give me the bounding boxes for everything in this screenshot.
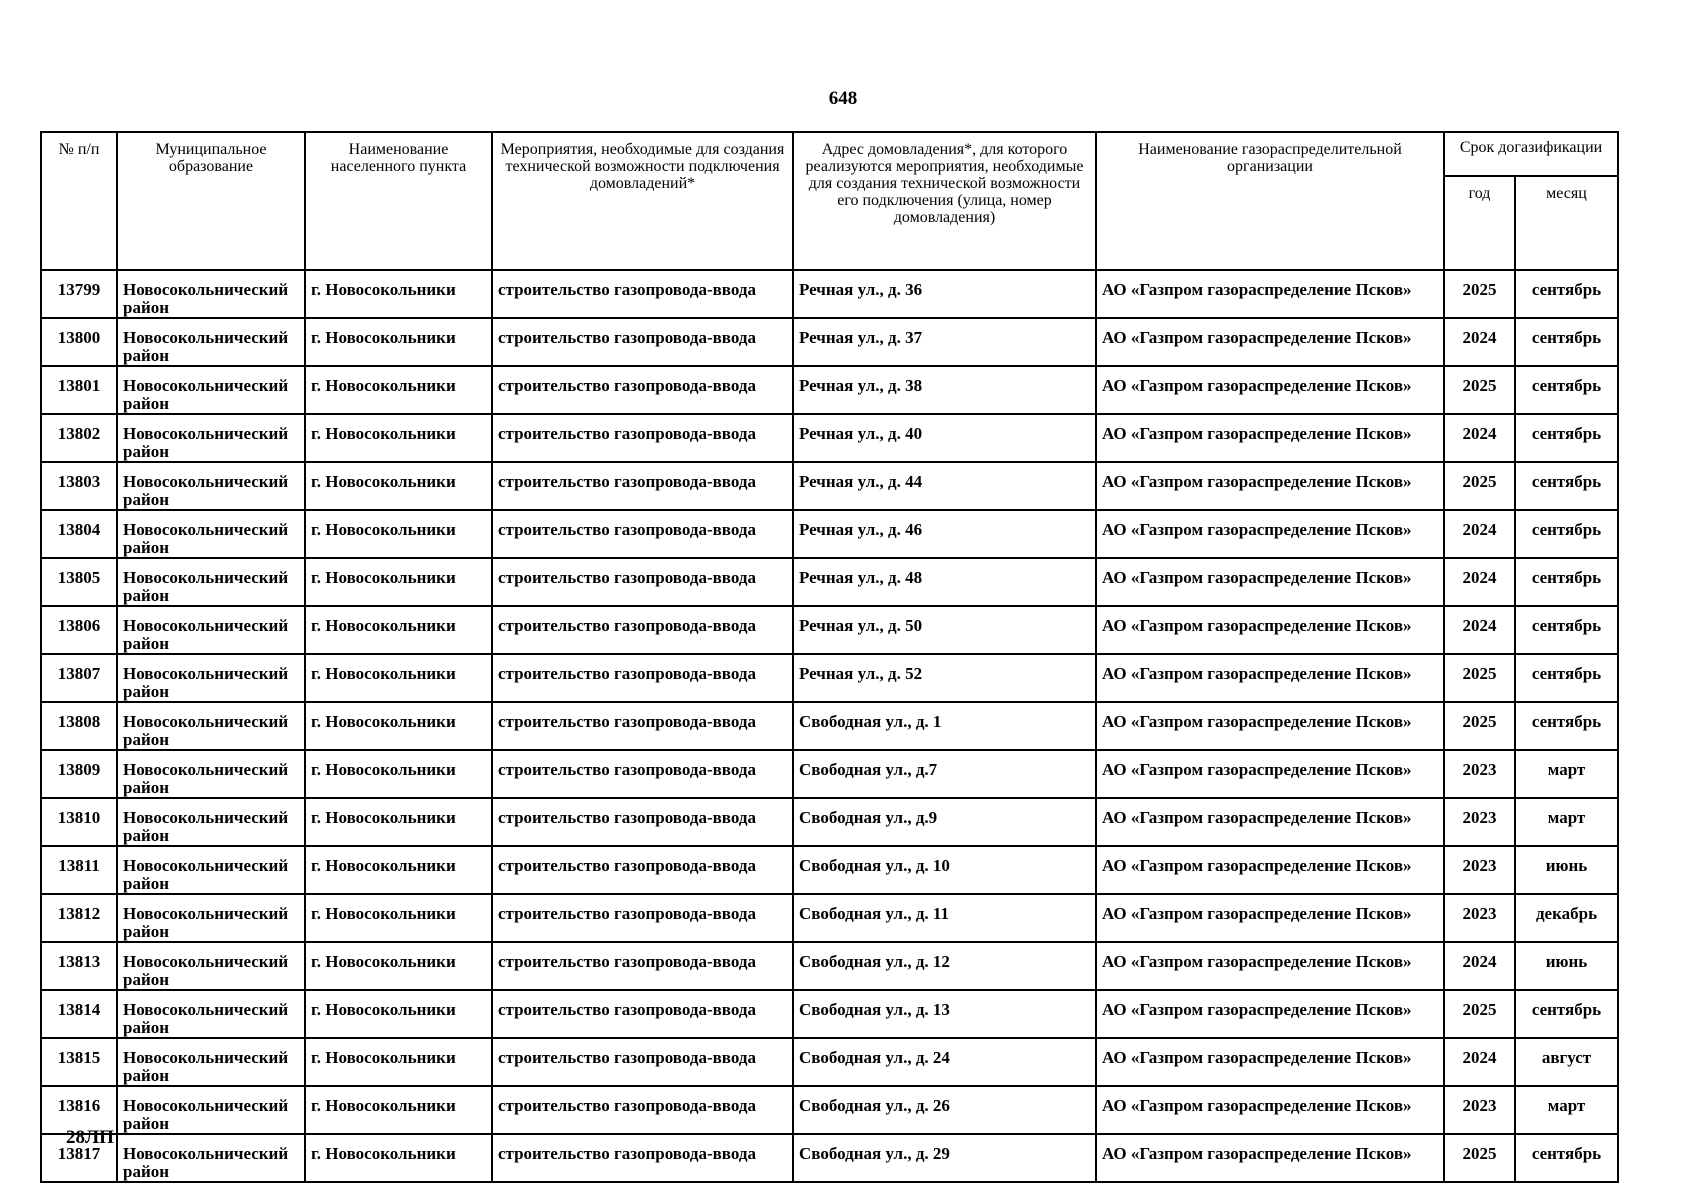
row-number: 13814 bbox=[41, 990, 117, 1038]
address-cell: Свободная ул., д. 13 bbox=[793, 990, 1096, 1038]
measure-cell: строительство газопровода-ввода bbox=[492, 846, 793, 894]
address-cell: Речная ул., д. 44 bbox=[793, 462, 1096, 510]
measure-cell: строительство газопровода-ввода bbox=[492, 606, 793, 654]
measure-cell: строительство газопровода-ввода bbox=[492, 318, 793, 366]
year-cell: 2025 bbox=[1444, 366, 1515, 414]
year-cell: 2023 bbox=[1444, 894, 1515, 942]
measure-cell: строительство газопровода-ввода bbox=[492, 510, 793, 558]
table-row bbox=[41, 846, 1618, 894]
year-cell: 2025 bbox=[1444, 990, 1515, 1038]
organization-cell: АО «Газпром газораспределение Псков» bbox=[1096, 366, 1444, 414]
settlement-cell: г. Новосокольники bbox=[305, 798, 492, 846]
table-row bbox=[41, 462, 1618, 510]
table-row bbox=[41, 1134, 1618, 1182]
address-cell: Речная ул., д. 50 bbox=[793, 606, 1096, 654]
settlement-cell: г. Новосокольники bbox=[305, 750, 492, 798]
measure-cell: строительство газопровода-ввода bbox=[492, 366, 793, 414]
table-row bbox=[41, 606, 1618, 654]
settlement-cell: г. Новосокольники bbox=[305, 318, 492, 366]
row-number: 13815 bbox=[41, 1038, 117, 1086]
address-cell: Речная ул., д. 46 bbox=[793, 510, 1096, 558]
col-header-address: Адрес домовладения*, для которого реализуются мероприятия, необходимые для создания технической возможности его подключения (улица, номер домовладения) bbox=[793, 132, 1096, 270]
measure-cell: строительство газопровода-ввода bbox=[492, 414, 793, 462]
page-number: 648 bbox=[828, 88, 858, 109]
organization-cell: АО «Газпром газораспределение Псков» bbox=[1096, 942, 1444, 990]
row-number: 13802 bbox=[41, 414, 117, 462]
address-cell: Речная ул., д. 36 bbox=[793, 270, 1096, 318]
settlement-cell: г. Новосокольники bbox=[305, 702, 492, 750]
year-cell: 2023 bbox=[1444, 1086, 1515, 1134]
address-cell: Свободная ул., д. 1 bbox=[793, 702, 1096, 750]
measure-cell: строительство газопровода-ввода bbox=[492, 462, 793, 510]
organization-cell: АО «Газпром газораспределение Псков» bbox=[1096, 702, 1444, 750]
row-number: 13808 bbox=[41, 702, 117, 750]
address-cell: Свободная ул., д. 29 bbox=[793, 1134, 1096, 1182]
settlement-cell: г. Новосокольники bbox=[305, 990, 492, 1038]
address-cell: Речная ул., д. 48 bbox=[793, 558, 1096, 606]
table-row bbox=[41, 1086, 1618, 1134]
address-cell: Свободная ул., д. 24 bbox=[793, 1038, 1096, 1086]
organization-cell: АО «Газпром газораспределение Псков» bbox=[1096, 1086, 1444, 1134]
municipality-cell: Новосокольнический район bbox=[117, 270, 305, 318]
municipality-cell: Новосокольнический район bbox=[117, 510, 305, 558]
row-number: 13813 bbox=[41, 942, 117, 990]
municipality-cell: Новосокольнический район bbox=[117, 1038, 305, 1086]
municipality-cell: Новосокольнический район bbox=[117, 990, 305, 1038]
municipality-cell: Новосокольнический район bbox=[117, 366, 305, 414]
address-cell: Свободная ул., д. 11 bbox=[793, 894, 1096, 942]
table-body bbox=[41, 270, 1618, 1182]
table-row bbox=[41, 942, 1618, 990]
municipality-cell: Новосокольнический район bbox=[117, 942, 305, 990]
organization-cell: АО «Газпром газораспределение Псков» bbox=[1096, 894, 1444, 942]
row-number: 13801 bbox=[41, 366, 117, 414]
measure-cell: строительство газопровода-ввода bbox=[492, 750, 793, 798]
year-cell: 2025 bbox=[1444, 270, 1515, 318]
municipality-cell: Новосокольнический район bbox=[117, 414, 305, 462]
month-cell: сентябрь bbox=[1515, 1134, 1618, 1182]
measure-cell: строительство газопровода-ввода bbox=[492, 942, 793, 990]
organization-cell: АО «Газпром газораспределение Псков» bbox=[1096, 270, 1444, 318]
row-number: 13799 bbox=[41, 270, 117, 318]
month-cell: сентябрь bbox=[1515, 414, 1618, 462]
row-number: 13807 bbox=[41, 654, 117, 702]
organization-cell: АО «Газпром газораспределение Псков» bbox=[1096, 1038, 1444, 1086]
settlement-cell: г. Новосокольники bbox=[305, 1038, 492, 1086]
row-number: 13804 bbox=[41, 510, 117, 558]
organization-cell: АО «Газпром газораспределение Псков» bbox=[1096, 1134, 1444, 1182]
address-cell: Свободная ул., д. 12 bbox=[793, 942, 1096, 990]
municipality-cell: Новосокольнический район bbox=[117, 462, 305, 510]
col-header-num: № п/п bbox=[41, 132, 117, 270]
month-cell: сентябрь bbox=[1515, 462, 1618, 510]
settlement-cell: г. Новосокольники bbox=[305, 654, 492, 702]
table-row bbox=[41, 990, 1618, 1038]
row-number: 13809 bbox=[41, 750, 117, 798]
year-cell: 2024 bbox=[1444, 414, 1515, 462]
year-cell: 2024 bbox=[1444, 510, 1515, 558]
measure-cell: строительство газопровода-ввода bbox=[492, 1086, 793, 1134]
header-row bbox=[41, 132, 1618, 176]
municipality-cell: Новосокольнический район bbox=[117, 846, 305, 894]
organization-cell: АО «Газпром газораспределение Псков» bbox=[1096, 558, 1444, 606]
settlement-cell: г. Новосокольники bbox=[305, 414, 492, 462]
table-row bbox=[41, 366, 1618, 414]
month-cell: сентябрь bbox=[1515, 702, 1618, 750]
measure-cell: строительство газопровода-ввода bbox=[492, 798, 793, 846]
municipality-cell: Новосокольнический район bbox=[117, 1086, 305, 1134]
municipality-cell: Новосокольнический район bbox=[117, 654, 305, 702]
organization-cell: АО «Газпром газораспределение Псков» bbox=[1096, 462, 1444, 510]
municipality-cell: Новосокольнический район bbox=[117, 558, 305, 606]
table-row bbox=[41, 558, 1618, 606]
month-cell: сентябрь bbox=[1515, 990, 1618, 1038]
table-row bbox=[41, 1038, 1618, 1086]
organization-cell: АО «Газпром газораспределение Псков» bbox=[1096, 846, 1444, 894]
col-header-deadline: Срок догазификации bbox=[1444, 132, 1618, 176]
col-header-org: Наименование газораспределительной организации bbox=[1096, 132, 1444, 270]
month-cell: август bbox=[1515, 1038, 1618, 1086]
address-cell: Речная ул., д. 52 bbox=[793, 654, 1096, 702]
month-cell: март bbox=[1515, 1086, 1618, 1134]
measure-cell: строительство газопровода-ввода bbox=[492, 654, 793, 702]
year-cell: 2025 bbox=[1444, 1134, 1515, 1182]
row-number: 13817 bbox=[41, 1134, 117, 1182]
settlement-cell: г. Новосокольники bbox=[305, 846, 492, 894]
municipality-cell: Новосокольнический район bbox=[117, 894, 305, 942]
month-cell: март bbox=[1515, 798, 1618, 846]
organization-cell: АО «Газпром газораспределение Псков» bbox=[1096, 750, 1444, 798]
municipality-cell: Новосокольнический район bbox=[117, 1134, 305, 1182]
organization-cell: АО «Газпром газораспределение Псков» bbox=[1096, 990, 1444, 1038]
settlement-cell: г. Новосокольники bbox=[305, 606, 492, 654]
row-number: 13816 bbox=[41, 1086, 117, 1134]
organization-cell: АО «Газпром газораспределение Псков» bbox=[1096, 654, 1444, 702]
year-cell: 2024 bbox=[1444, 606, 1515, 654]
measure-cell: строительство газопровода-ввода bbox=[492, 270, 793, 318]
address-cell: Речная ул., д. 38 bbox=[793, 366, 1096, 414]
year-cell: 2023 bbox=[1444, 846, 1515, 894]
year-cell: 2024 bbox=[1444, 318, 1515, 366]
settlement-cell: г. Новосокольники bbox=[305, 1086, 492, 1134]
municipality-cell: Новосокольнический район bbox=[117, 606, 305, 654]
row-number: 13806 bbox=[41, 606, 117, 654]
measure-cell: строительство газопровода-ввода bbox=[492, 990, 793, 1038]
address-cell: Свободная ул., д. 10 bbox=[793, 846, 1096, 894]
year-cell: 2025 bbox=[1444, 462, 1515, 510]
table-row bbox=[41, 750, 1618, 798]
measure-cell: строительство газопровода-ввода bbox=[492, 1038, 793, 1086]
organization-cell: АО «Газпром газораспределение Псков» bbox=[1096, 318, 1444, 366]
row-number: 13812 bbox=[41, 894, 117, 942]
row-number: 13811 bbox=[41, 846, 117, 894]
measure-cell: строительство газопровода-ввода bbox=[492, 894, 793, 942]
year-cell: 2025 bbox=[1444, 654, 1515, 702]
month-cell: сентябрь bbox=[1515, 558, 1618, 606]
year-cell: 2023 bbox=[1444, 798, 1515, 846]
settlement-cell: г. Новосокольники bbox=[305, 366, 492, 414]
address-cell: Свободная ул., д.7 bbox=[793, 750, 1096, 798]
month-cell: сентябрь bbox=[1515, 366, 1618, 414]
col-header-municipality: Муниципальное образование bbox=[117, 132, 305, 270]
measure-cell: строительство газопровода-ввода bbox=[492, 558, 793, 606]
table-row bbox=[41, 894, 1618, 942]
organization-cell: АО «Газпром газораспределение Псков» bbox=[1096, 510, 1444, 558]
row-number: 13803 bbox=[41, 462, 117, 510]
settlement-cell: г. Новосокольники bbox=[305, 510, 492, 558]
address-cell: Речная ул., д. 40 bbox=[793, 414, 1096, 462]
settlement-cell: г. Новосокольники bbox=[305, 1134, 492, 1182]
table-row bbox=[41, 414, 1618, 462]
municipality-cell: Новосокольнический район bbox=[117, 702, 305, 750]
address-cell: Свободная ул., д. 26 bbox=[793, 1086, 1096, 1134]
month-cell: июнь bbox=[1515, 846, 1618, 894]
gasification-table bbox=[40, 131, 1619, 1183]
month-cell: март bbox=[1515, 750, 1618, 798]
col-header-measures: Мероприятия, необходимые для создания технической возможности подключения домовладений* bbox=[492, 132, 793, 270]
month-cell: сентябрь bbox=[1515, 510, 1618, 558]
row-number: 13805 bbox=[41, 558, 117, 606]
table-row bbox=[41, 702, 1618, 750]
month-cell: сентябрь bbox=[1515, 606, 1618, 654]
row-number: 13810 bbox=[41, 798, 117, 846]
month-cell: сентябрь bbox=[1515, 318, 1618, 366]
table-row bbox=[41, 654, 1618, 702]
year-cell: 2024 bbox=[1444, 558, 1515, 606]
year-cell: 2023 bbox=[1444, 750, 1515, 798]
month-cell: июнь bbox=[1515, 942, 1618, 990]
col-header-year: год bbox=[1444, 176, 1515, 270]
settlement-cell: г. Новосокольники bbox=[305, 270, 492, 318]
table-header bbox=[41, 132, 1618, 270]
year-cell: 2024 bbox=[1444, 1038, 1515, 1086]
municipality-cell: Новосокольнический район bbox=[117, 798, 305, 846]
settlement-cell: г. Новосокольники bbox=[305, 942, 492, 990]
month-cell: сентябрь bbox=[1515, 270, 1618, 318]
settlement-cell: г. Новосокольники bbox=[305, 558, 492, 606]
address-cell: Речная ул., д. 37 bbox=[793, 318, 1096, 366]
row-number: 13800 bbox=[41, 318, 117, 366]
measure-cell: строительство газопровода-ввода bbox=[492, 702, 793, 750]
year-cell: 2025 bbox=[1444, 702, 1515, 750]
settlement-cell: г. Новосокольники bbox=[305, 462, 492, 510]
measure-cell: строительство газопровода-ввода bbox=[492, 1134, 793, 1182]
table-row bbox=[41, 798, 1618, 846]
table-row bbox=[41, 270, 1618, 318]
col-header-settlement: Наименование населенного пункта bbox=[305, 132, 492, 270]
address-cell: Свободная ул., д.9 bbox=[793, 798, 1096, 846]
table-row bbox=[41, 510, 1618, 558]
table-row bbox=[41, 318, 1618, 366]
organization-cell: АО «Газпром газораспределение Псков» bbox=[1096, 798, 1444, 846]
organization-cell: АО «Газпром газораспределение Псков» bbox=[1096, 414, 1444, 462]
organization-cell: АО «Газпром газораспределение Псков» bbox=[1096, 606, 1444, 654]
month-cell: сентябрь bbox=[1515, 654, 1618, 702]
year-cell: 2024 bbox=[1444, 942, 1515, 990]
municipality-cell: Новосокольнический район bbox=[117, 750, 305, 798]
municipality-cell: Новосокольнический район bbox=[117, 318, 305, 366]
col-header-month: месяц bbox=[1515, 176, 1618, 270]
footer-code: 28ЛП bbox=[66, 1127, 114, 1148]
settlement-cell: г. Новосокольники bbox=[305, 894, 492, 942]
month-cell: декабрь bbox=[1515, 894, 1618, 942]
